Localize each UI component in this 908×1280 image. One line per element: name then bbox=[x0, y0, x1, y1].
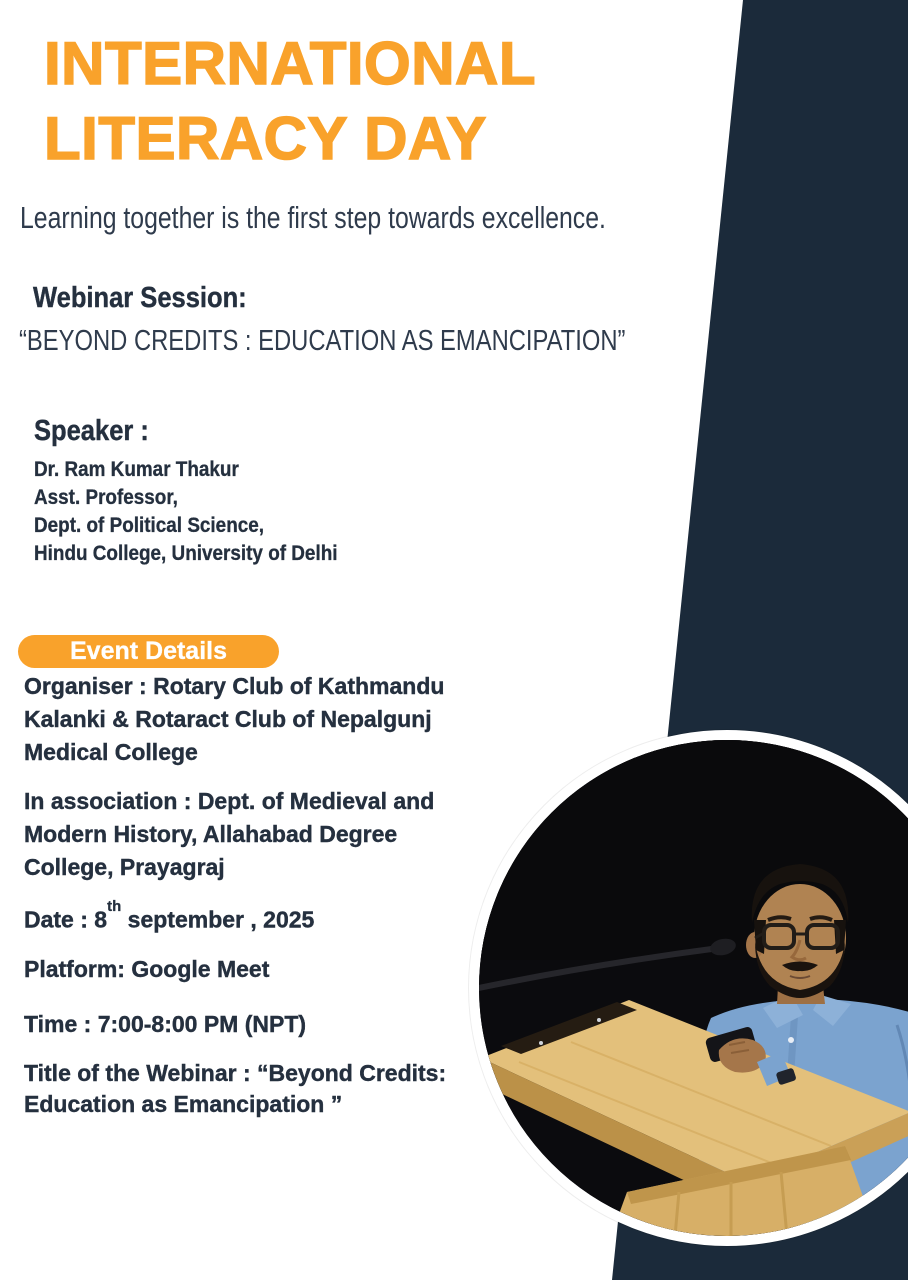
webinar-session-quote: “BEYOND CREDITS : EDUCATION AS EMANCIPATION” bbox=[19, 325, 626, 357]
platform-text: Platform: Google Meet bbox=[24, 956, 270, 982]
organiser-text bbox=[24, 670, 444, 769]
organiser-line: Medical College bbox=[24, 739, 198, 765]
date-rest: september , 2025 bbox=[121, 906, 315, 933]
event-details-badge: Event Details bbox=[18, 635, 279, 668]
title-line-2: LITERACY DAY bbox=[44, 105, 487, 172]
webinar-title-text bbox=[24, 1058, 446, 1120]
page-title bbox=[44, 26, 536, 176]
speaker-name: Dr. Ram Kumar Thakur bbox=[34, 458, 239, 481]
webinar-title-line: Title of the Webinar : “Beyond Credits: bbox=[24, 1060, 447, 1086]
speaker-label: Speaker : bbox=[34, 415, 149, 447]
tagline: Learning together is the first step towards excellence. bbox=[20, 200, 606, 235]
title-line-1: INTERNATIONAL bbox=[44, 30, 537, 97]
date-prefix: Date : 8 bbox=[24, 906, 108, 933]
webinar-title-line: Education as Emancipation ” bbox=[24, 1091, 343, 1117]
speaker-details bbox=[34, 456, 337, 568]
date-text bbox=[24, 898, 314, 937]
time-text: Time : 7:00-8:00 PM (NPT) bbox=[24, 1011, 307, 1037]
date-ordinal: th bbox=[107, 898, 122, 915]
speaker-at-podium-illustration bbox=[479, 740, 908, 1236]
webinar-session-label: Webinar Session: bbox=[33, 282, 247, 314]
association-line: In association : Dept. of Medieval and bbox=[24, 788, 435, 814]
organiser-line: Kalanki & Rotaract Club of Nepalgunj bbox=[24, 706, 432, 732]
speaker-department: Dept. of Political Science, bbox=[34, 514, 265, 537]
association-text bbox=[24, 785, 434, 884]
speaker-institution: Hindu College, University of Delhi bbox=[34, 542, 338, 565]
speaker-photo bbox=[469, 730, 908, 1246]
speaker-role: Asst. Professor, bbox=[34, 486, 178, 509]
association-line: Modern History, Allahabad Degree bbox=[24, 821, 398, 847]
organiser-line: Organiser : Rotary Club of Kathmandu bbox=[24, 673, 445, 699]
association-line: College, Prayagraj bbox=[24, 854, 225, 880]
